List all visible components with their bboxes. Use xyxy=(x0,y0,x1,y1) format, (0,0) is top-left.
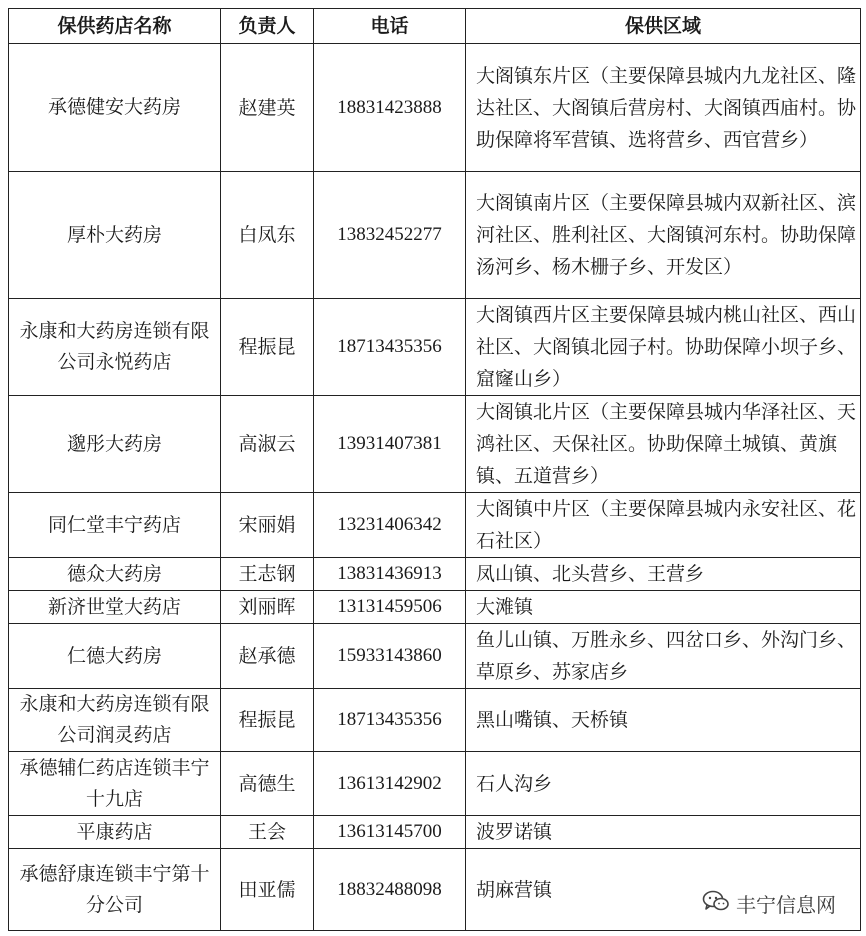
pharmacy-name: 德众大药房 xyxy=(9,558,221,591)
pharmacy-name: 承德舒康连锁丰宁第十分公司 xyxy=(9,849,221,931)
wechat-icon xyxy=(702,889,730,918)
pharmacy-name: 仁德大药房 xyxy=(9,624,221,689)
service-area: 大阁镇西片区主要保障县城内桃山社区、西山社区、大阁镇北园子村。协助保障小坝子乡、窟窿山乡） xyxy=(466,299,861,396)
person-in-charge: 赵承德 xyxy=(221,624,314,689)
pharmacy-name: 同仁堂丰宁药店 xyxy=(9,493,221,558)
phone-number: 13131459506 xyxy=(314,591,466,624)
service-area: 大阁镇中片区（主要保障县城内永安社区、花石社区） xyxy=(466,493,861,558)
pharmacy-table xyxy=(8,8,861,931)
pharmacy-name: 邈彤大药房 xyxy=(9,396,221,493)
person-in-charge: 王志钢 xyxy=(221,558,314,591)
person-in-charge: 刘丽晖 xyxy=(221,591,314,624)
pharmacy-name: 永康和大药房连锁有限公司润灵药店 xyxy=(9,689,221,752)
table-row xyxy=(9,44,861,172)
table-row xyxy=(9,624,861,689)
person-in-charge: 高德生 xyxy=(221,752,314,816)
watermark-text: 丰宁信息网 xyxy=(736,893,836,917)
table-row xyxy=(9,816,861,849)
service-area: 大阁镇南片区（主要保障县城内双新社区、滨河社区、胜利社区、大阁镇河东村。协助保障汤河乡、杨木栅子乡、开发区） xyxy=(466,172,861,299)
service-area: 波罗诺镇 xyxy=(466,816,861,849)
pharmacy-name: 新济世堂大药店 xyxy=(9,591,221,624)
phone-number: 13931407381 xyxy=(314,396,466,493)
watermark xyxy=(696,887,842,920)
service-area: 石人沟乡 xyxy=(466,752,861,816)
pharmacy-name: 承德辅仁药店连锁丰宁十九店 xyxy=(9,752,221,816)
header-person-in-charge: 负责人 xyxy=(221,9,314,44)
phone-number: 13831436913 xyxy=(314,558,466,591)
service-area: 大阁镇北片区（主要保障县城内华泽社区、天鸿社区、天保社区。协助保障土城镇、黄旗镇、五道营乡） xyxy=(466,396,861,493)
phone-number: 13613145700 xyxy=(314,816,466,849)
person-in-charge: 程振昆 xyxy=(221,689,314,752)
phone-number: 15933143860 xyxy=(314,624,466,689)
pharmacy-table-container xyxy=(8,8,860,931)
table-row xyxy=(9,299,861,396)
header-service-area: 保供区域 xyxy=(466,9,861,44)
phone-number: 13832452277 xyxy=(314,172,466,299)
table-row xyxy=(9,591,861,624)
service-area: 大阁镇东片区（主要保障县城内九龙社区、隆达社区、大阁镇后营房村、大阁镇西庙村。协助保障将军营镇、选将营乡、西官营乡） xyxy=(466,44,861,172)
table-row xyxy=(9,493,861,558)
pharmacy-name: 厚朴大药房 xyxy=(9,172,221,299)
table-header-row xyxy=(9,9,861,44)
service-area: 胡麻营镇 xyxy=(466,849,861,931)
person-in-charge: 白凤东 xyxy=(221,172,314,299)
pharmacy-name: 永康和大药房连锁有限公司永悦药店 xyxy=(9,299,221,396)
service-area: 大滩镇 xyxy=(466,591,861,624)
person-in-charge: 程振昆 xyxy=(221,299,314,396)
phone-number: 18832488098 xyxy=(314,849,466,931)
pharmacy-name: 平康药店 xyxy=(9,816,221,849)
person-in-charge: 赵建英 xyxy=(221,44,314,172)
service-area: 鱼儿山镇、万胜永乡、四岔口乡、外沟门乡、草原乡、苏家店乡 xyxy=(466,624,861,689)
service-area: 凤山镇、北头营乡、王营乡 xyxy=(466,558,861,591)
phone-number: 18713435356 xyxy=(314,299,466,396)
person-in-charge: 田亚儒 xyxy=(221,849,314,931)
header-phone: 电话 xyxy=(314,9,466,44)
phone-number: 13613142902 xyxy=(314,752,466,816)
table-row xyxy=(9,752,861,816)
header-pharmacy-name: 保供药店名称 xyxy=(9,9,221,44)
person-in-charge: 宋丽娟 xyxy=(221,493,314,558)
table-row xyxy=(9,396,861,493)
person-in-charge: 王会 xyxy=(221,816,314,849)
table-row xyxy=(9,172,861,299)
phone-number: 18831423888 xyxy=(314,44,466,172)
person-in-charge: 高淑云 xyxy=(221,396,314,493)
phone-number: 13231406342 xyxy=(314,493,466,558)
table-row xyxy=(9,689,861,752)
phone-number: 18713435356 xyxy=(314,689,466,752)
service-area: 黑山嘴镇、天桥镇 xyxy=(466,689,861,752)
table-row xyxy=(9,558,861,591)
pharmacy-name: 承德健安大药房 xyxy=(9,44,221,172)
